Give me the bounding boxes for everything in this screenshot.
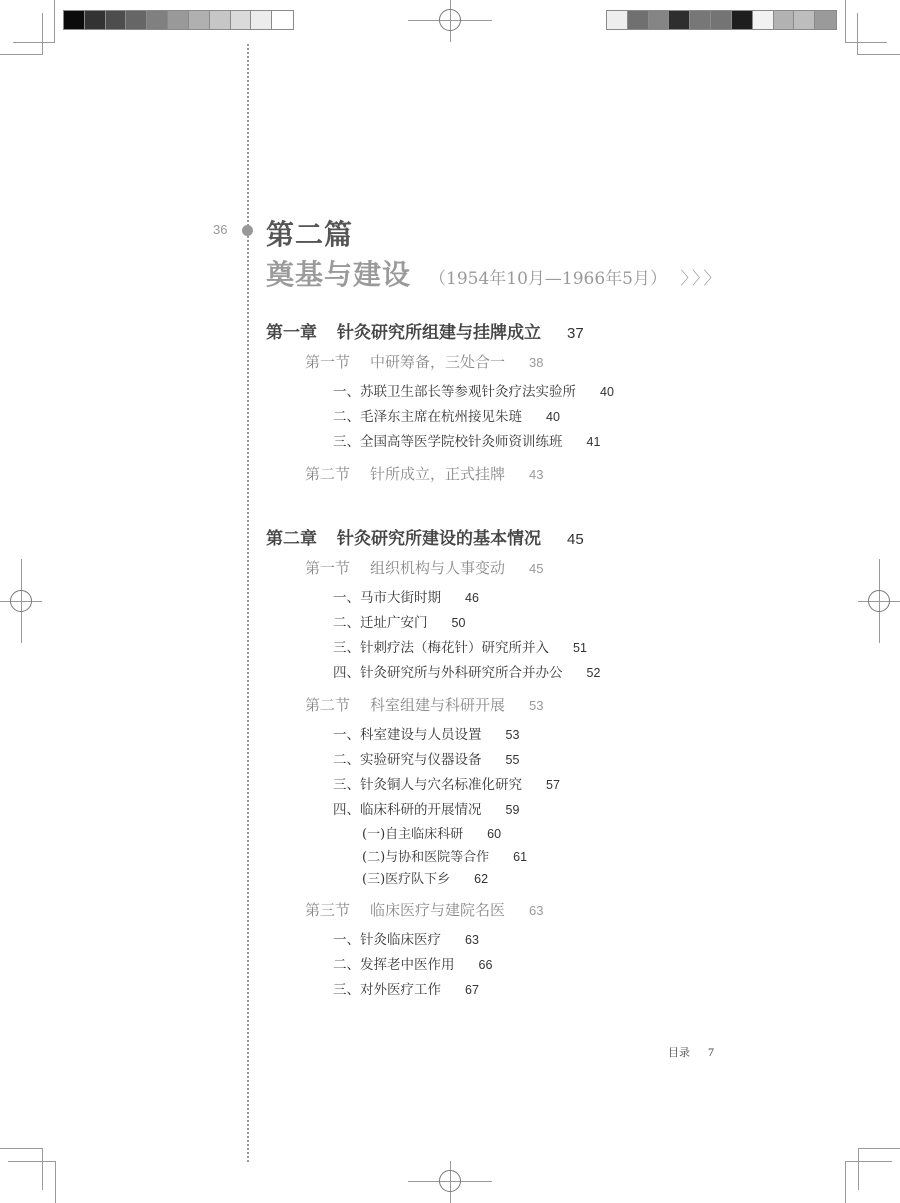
chapter-title: 针灸研究所建设的基本情况 (337, 529, 541, 549)
toc-subitem[interactable] (362, 846, 527, 865)
item-page: 57 (546, 778, 560, 792)
toc-item[interactable] (333, 773, 560, 793)
section-page: 63 (529, 903, 544, 918)
toc-subitem[interactable] (362, 823, 501, 842)
item-title: 针刺疗法（梅花针）研究所并入 (360, 640, 549, 656)
item-page: 41 (586, 435, 601, 449)
toc-item[interactable] (333, 405, 560, 425)
item-title: 对外医疗工作 (360, 982, 441, 998)
subitem-label: (一) (362, 827, 386, 842)
bullet-dot-icon (242, 225, 253, 236)
item-label: 三、 (333, 640, 360, 656)
toc-item[interactable] (333, 978, 479, 998)
item-page: 67 (465, 983, 479, 997)
color-swatch (251, 11, 272, 29)
toc-item[interactable] (333, 380, 614, 400)
item-page: 63 (465, 933, 479, 947)
crop-mark-bottom-left-v1 (42, 1148, 43, 1190)
toc-section[interactable] (305, 694, 544, 715)
section-label: 第三节 (305, 901, 351, 919)
subitem-page: 60 (487, 827, 502, 841)
item-title: 马市大街时期 (360, 590, 441, 606)
item-label: 一、 (333, 727, 360, 743)
item-page: 51 (573, 641, 587, 655)
crop-mark-bottom-left-h1 (0, 1148, 42, 1149)
color-swatch (106, 11, 127, 29)
section-page: 43 (529, 467, 544, 482)
crosshair-right-circle-icon (868, 590, 890, 612)
crosshair-top-circle-icon (439, 9, 461, 31)
color-swatch (711, 11, 732, 29)
item-title: 实验研究与仪器设备 (360, 752, 482, 768)
color-swatch (649, 11, 670, 29)
right-color-bar (606, 10, 837, 30)
section-label: 第一节 (305, 353, 351, 371)
color-swatch (189, 11, 210, 29)
color-swatch (690, 11, 711, 29)
chapter-label: 第二章 (266, 529, 317, 549)
part-subtitle (266, 253, 724, 293)
color-swatch (168, 11, 189, 29)
toc-item[interactable] (333, 723, 519, 743)
crop-mark-top-left-h2 (0, 54, 43, 55)
item-label: 四、 (333, 802, 360, 818)
item-page: 55 (505, 753, 520, 767)
item-title: 针灸铜人与穴名标准化研究 (360, 777, 522, 793)
color-swatch (85, 11, 106, 29)
footer-page-number: 7 (708, 1045, 714, 1059)
item-title: 迁址广安门 (360, 615, 428, 631)
subitem-title: 与协和医院等合作 (385, 850, 490, 865)
toc-chapter[interactable] (266, 524, 584, 549)
crosshair-left-circle-icon (10, 590, 32, 612)
color-swatch (732, 11, 753, 29)
item-title: 科室建设与人员设置 (360, 727, 482, 743)
toc-item[interactable] (333, 953, 492, 973)
item-label: 四、 (333, 665, 360, 681)
chapter-page: 45 (567, 531, 584, 548)
color-swatch (815, 11, 836, 29)
item-label: 一、 (333, 384, 360, 400)
crop-mark-bottom-left-h2 (8, 1161, 55, 1162)
item-label: 一、 (333, 932, 360, 948)
item-page: 40 (546, 410, 560, 424)
item-label: 三、 (333, 434, 360, 450)
section-title: 针所成立，正式挂牌 (370, 465, 506, 483)
color-swatch (64, 11, 85, 29)
section-page: 45 (529, 561, 544, 576)
crop-mark-bottom-right-h2 (845, 1161, 892, 1162)
crop-mark-top-right-v1 (845, 0, 846, 42)
toc-section[interactable] (305, 351, 544, 372)
item-page: 46 (465, 591, 479, 605)
color-swatch (210, 11, 231, 29)
crop-mark-bottom-right-h1 (858, 1148, 900, 1149)
color-swatch (147, 11, 168, 29)
section-label: 第一节 (305, 559, 351, 577)
color-swatch (753, 11, 774, 29)
item-title: 针灸研究所与外科研究所合并办公 (360, 665, 563, 681)
color-swatch (231, 11, 252, 29)
subitem-label: (二) (362, 850, 386, 865)
item-title: 临床科研的开展情况 (360, 802, 482, 818)
color-swatch (628, 11, 649, 29)
toc-item[interactable] (333, 748, 519, 768)
toc-item[interactable] (333, 611, 465, 631)
section-label: 第二节 (305, 465, 351, 483)
crop-mark-bottom-right-v2 (845, 1161, 846, 1203)
subitem-page: 61 (513, 850, 528, 864)
page-footer (668, 1044, 714, 1060)
part-subtitle-text: 奠基与建设 (266, 258, 412, 291)
item-label: 三、 (333, 982, 360, 998)
subitem-title: 自主临床科研 (385, 827, 464, 842)
item-title: 针灸临床医疗 (360, 932, 441, 948)
margin-dotted-rule (247, 44, 249, 1162)
item-title: 苏联卫生部长等参观针灸疗法实验所 (360, 384, 576, 400)
chapter-page: 37 (567, 325, 584, 342)
chapter-label: 第一章 (266, 323, 317, 343)
subitem-label: (三) (362, 872, 386, 887)
color-swatch (669, 11, 690, 29)
footer-label: 目录 (668, 1046, 690, 1059)
item-page: 52 (586, 666, 601, 680)
toc-section[interactable] (305, 463, 544, 484)
item-label: 二、 (333, 752, 360, 768)
item-page: 53 (505, 728, 520, 742)
toc-section[interactable] (305, 557, 544, 578)
toc-item[interactable] (333, 928, 479, 948)
item-page: 66 (478, 958, 493, 972)
section-title: 科室组建与科研开展 (370, 696, 506, 714)
item-label: 二、 (333, 957, 360, 973)
crop-mark-top-right-v2 (857, 13, 858, 55)
section-page: 53 (529, 698, 544, 713)
item-label: 二、 (333, 409, 360, 425)
item-title: 毛泽东主席在杭州接见朱琏 (360, 409, 522, 425)
item-title: 发挥老中医作用 (360, 957, 455, 973)
toc-item[interactable] (333, 798, 519, 818)
toc-chapter[interactable] (266, 318, 584, 343)
color-swatch (794, 11, 815, 29)
crop-mark-top-left-v2 (42, 13, 43, 55)
crop-mark-top-right-h1 (845, 42, 887, 43)
crop-mark-top-left-h1 (13, 42, 55, 43)
subitem-page: 62 (474, 872, 489, 886)
item-label: 二、 (333, 615, 360, 631)
chapter-title: 针灸研究所组建与挂牌成立 (337, 323, 541, 343)
subitem-title: 医疗队下乡 (385, 872, 451, 887)
toc-subitem[interactable] (362, 868, 488, 887)
part-dates: （1954年10月—1966年5月） (429, 269, 659, 289)
color-swatch (272, 11, 293, 29)
toc-item[interactable] (333, 430, 600, 450)
item-page: 50 (451, 616, 466, 630)
crosshair-bottom-circle-icon (439, 1170, 461, 1192)
left-color-bar (63, 10, 294, 30)
toc-section[interactable] (305, 899, 544, 920)
section-page: 38 (529, 355, 544, 370)
section-title: 临床医疗与建院名医 (370, 901, 506, 919)
color-swatch (126, 11, 147, 29)
color-swatch (607, 11, 628, 29)
crop-mark-bottom-left-v2 (55, 1161, 56, 1203)
section-title: 组织机构与人事变动 (370, 559, 506, 577)
chevron-right-icon: 〉〉〉 (680, 269, 724, 289)
section-label: 第二节 (305, 696, 351, 714)
left-page-number: 36 (213, 222, 228, 237)
section-title: 中研筹备，三处合一 (370, 353, 506, 371)
crop-mark-bottom-right-v1 (858, 1148, 859, 1190)
item-title: 全国高等医学院校针灸师资训练班 (360, 434, 563, 450)
item-page: 59 (505, 803, 520, 817)
crop-mark-top-right-h2 (857, 54, 900, 55)
item-label: 一、 (333, 590, 360, 606)
crop-mark-top-left-v1 (54, 0, 55, 42)
part-title: 第二篇 (266, 218, 354, 251)
toc-item[interactable] (333, 661, 600, 681)
color-swatch (774, 11, 795, 29)
item-page: 40 (600, 385, 614, 399)
item-label: 三、 (333, 777, 360, 793)
toc-item[interactable] (333, 636, 587, 656)
toc-item[interactable] (333, 586, 479, 606)
